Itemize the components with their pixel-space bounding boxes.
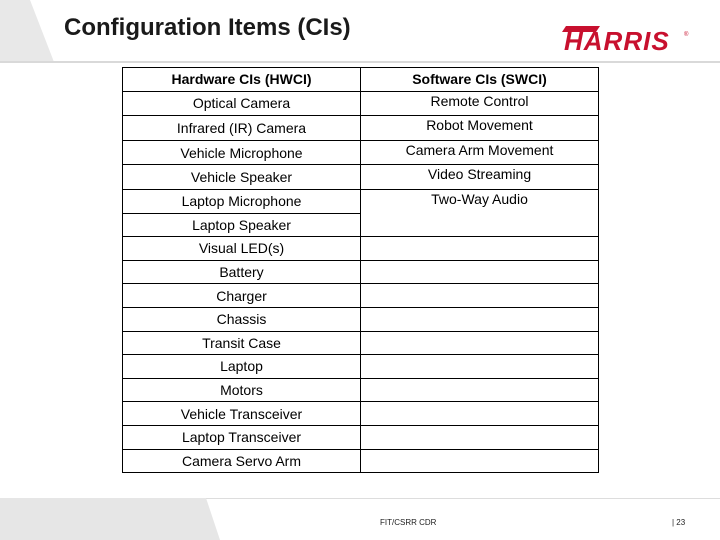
swci-empty-cell xyxy=(361,402,599,426)
header-rule xyxy=(0,61,720,63)
hwci-cell: Laptop Microphone xyxy=(123,189,361,213)
hwci-cell: Chassis xyxy=(123,307,361,331)
table-row xyxy=(123,378,599,402)
swci-empty-cell xyxy=(361,307,599,331)
table-row xyxy=(123,91,599,116)
hwci-cell: Infrared (IR) Camera xyxy=(123,116,361,141)
footer-accent xyxy=(0,498,220,540)
table-row xyxy=(123,331,599,355)
swci-empty-cell xyxy=(361,260,599,284)
page-number: | 23 xyxy=(672,518,686,527)
swci-empty-cell xyxy=(361,355,599,379)
swci-cell: Camera Arm Movement xyxy=(361,140,599,165)
harris-logo-icon xyxy=(560,18,690,58)
table-row xyxy=(123,116,599,141)
table-row xyxy=(123,307,599,331)
hwci-cell: Vehicle Speaker xyxy=(123,165,361,190)
table-row xyxy=(123,165,599,190)
footer-text: FIT/CSRR CDR xyxy=(380,518,437,527)
hwci-cell: Vehicle Transceiver xyxy=(123,402,361,426)
swci-cell: Video Streaming xyxy=(361,165,599,190)
swci-empty-cell xyxy=(361,284,599,308)
swci-cell: Robot Movement xyxy=(361,116,599,141)
table-row xyxy=(123,260,599,284)
swci-header: Software CIs (SWCI) xyxy=(361,68,599,92)
swci-empty-cell xyxy=(361,425,599,449)
table-row xyxy=(123,140,599,165)
hwci-cell: Laptop xyxy=(123,355,361,379)
table-row xyxy=(123,189,599,213)
page-title: Configuration Items (CIs) xyxy=(64,14,351,41)
swci-cell: Two-Way Audio xyxy=(361,189,599,236)
table-row xyxy=(123,425,599,449)
table-row xyxy=(123,237,599,261)
hwci-cell: Transit Case xyxy=(123,331,361,355)
hwci-cell: Laptop Speaker xyxy=(123,213,361,237)
table-row xyxy=(123,355,599,379)
svg-text:®: ® xyxy=(684,32,689,38)
hwci-cell: Battery xyxy=(123,260,361,284)
table-row xyxy=(123,284,599,308)
table-row xyxy=(123,449,599,473)
hwci-cell: Optical Camera xyxy=(123,91,361,116)
hwci-header: Hardware CIs (HWCI) xyxy=(123,68,361,92)
ci-table xyxy=(122,67,599,473)
swci-empty-cell xyxy=(361,331,599,355)
table-header-row xyxy=(123,68,599,92)
header-accent xyxy=(0,0,54,62)
table-row xyxy=(123,402,599,426)
hwci-cell: Vehicle Microphone xyxy=(123,140,361,165)
swci-empty-cell xyxy=(361,449,599,473)
swci-cell: Remote Control xyxy=(361,91,599,116)
hwci-cell: Camera Servo Arm xyxy=(123,449,361,473)
hwci-cell: Laptop Transceiver xyxy=(123,425,361,449)
hwci-cell: Charger xyxy=(123,284,361,308)
swci-empty-cell xyxy=(361,378,599,402)
logo-wordmark: HARRIS xyxy=(564,26,670,56)
swci-empty-cell xyxy=(361,237,599,261)
hwci-cell: Motors xyxy=(123,378,361,402)
hwci-cell: Visual LED(s) xyxy=(123,237,361,261)
